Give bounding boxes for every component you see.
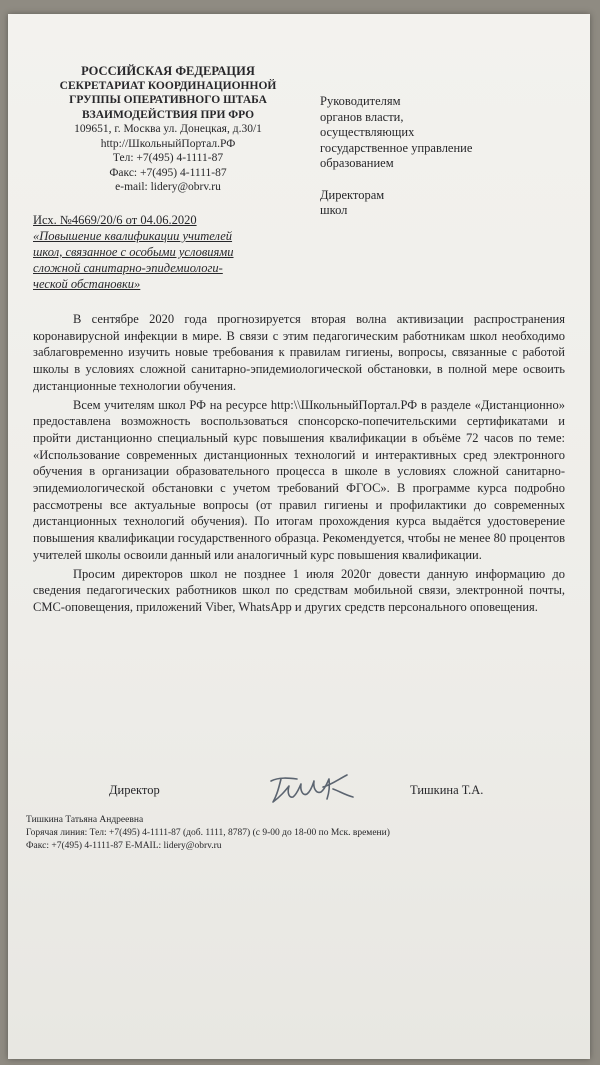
- letterhead-org-line2: ГРУППЫ ОПЕРАТИВНОГО ШТАБА: [69, 94, 267, 106]
- recipient-line: органов власти,: [320, 109, 404, 124]
- contact-full-name: Тишкина Татьяна Андреевна: [26, 815, 144, 825]
- signatory-position: Директор: [109, 783, 160, 797]
- recipient-line: Директорам: [320, 187, 385, 202]
- document-page: [8, 14, 590, 1059]
- recipient-line: осуществляющих: [320, 125, 415, 139]
- letterhead-org-line1: СЕКРЕТАРИАТ КООРДИНАЦИОННОЙ: [59, 79, 277, 92]
- letterhead-fax: Факс: +7(495) 4-1111-87: [109, 166, 227, 179]
- recipient-line: школ: [320, 203, 348, 217]
- letterhead-country: РОССИЙСКАЯ ФЕДЕРАЦИЯ: [81, 64, 255, 78]
- recipient-group-directors: [320, 188, 560, 219]
- handwritten-signature: [263, 769, 363, 809]
- signature-row: [33, 779, 563, 819]
- recipient-line: Руководителям: [320, 94, 401, 108]
- contact-fax-email: Факс: +7(495) 4-1111-87 E-MAIL: lidery@obrv.ru: [26, 841, 222, 851]
- contact-hotline: Горячая линия: Тел: +7(495) 4-1111-87 (доб. 1111, 8787) (с 9-00 до 18-00 по Мск. времени): [26, 828, 390, 838]
- body-paragraph-3: Просим директоров школ не позднее 1 июля 2020г довести данную информацию до сведения педагогических работников школ по средствам мобильной связи, электронной почты, СМС-оповещения, приложений Viber, WhatsApp и других средств персонального оповещения.: [33, 566, 565, 614]
- reference-subject-line: «Повышение квалификации учителей: [33, 229, 233, 243]
- letterhead-address: 109651, г. Москва ул. Донецкая, д.30/1: [74, 123, 262, 135]
- letterhead-website: http://ШкольныйПортал.РФ: [100, 137, 236, 150]
- contact-footer: [26, 814, 566, 853]
- body-paragraph-1: В сентябре 2020 года прогнозируется вторая волна активизации распространения коронавирусной инфекции в мире. В связи с этим педагогическим работникам школ необходимо заблаговременно изучить новые требования к правилам гигиены, вопросы, связанные с работой школы в условиях сложной санитарно-эпидемиологической обстановки, в полной мере освоить дистанционные технологии обучения.: [33, 312, 565, 393]
- recipient-group-authorities: [320, 94, 560, 172]
- signatory-name: Тишкина Т.А.: [410, 783, 484, 797]
- reference-subject-line: школ, связанное с особыми условиями: [33, 245, 234, 259]
- reference-subject-line: сложной санитарно-эпидемиологи-: [33, 261, 223, 275]
- outgoing-reference: [33, 212, 305, 292]
- recipient-line: образованием: [320, 156, 394, 170]
- recipient-line: государственное управление: [320, 140, 473, 155]
- recipients-block: [320, 94, 560, 235]
- letterhead-phone: Тел: +7(495) 4-1111-87: [112, 152, 224, 164]
- letterhead: [48, 64, 288, 195]
- letterhead-email: e-mail: lidery@obrv.ru: [115, 181, 221, 193]
- letterhead-org-line3: ВЗАИМОДЕЙСТВИЯ ПРИ ФРО: [81, 108, 255, 121]
- body-paragraph-2: Всем учителям школ РФ на ресурсе http:\\ШкольныйПортал.РФ в разделе «Дистанционно» предоставлена возможность воспользоваться спонсорско-попечительскими сертификатами и пройти дистанционно специальный курс повышения квалификации в объёме 72 часов по теме: «Использование современных дистанционных технологий и интерактивных сред электронного обучения в организации образовательного процесса в школе в условиях сложной санитарно-эпидемиологической обстановки с учетом требований ФГОС». В программе курса подробно рассмотрены все актуальные вопросы (от правил гигиены и профилактики до современных дистанционных технологий обучения). По итогам прохождения курса выдаётся удостоверение повышения квалификации государственного образца. Рекомендуется, чтобы не менее 80 процентов учителей школы освоили данный или аналогичный курс повышения квалификации.: [33, 397, 565, 562]
- letter-body: [33, 311, 565, 616]
- reference-subject-line: ческой обстановки»: [33, 277, 141, 291]
- reference-number: Исх. №4669/20/6 от 04.06.2020: [33, 213, 197, 227]
